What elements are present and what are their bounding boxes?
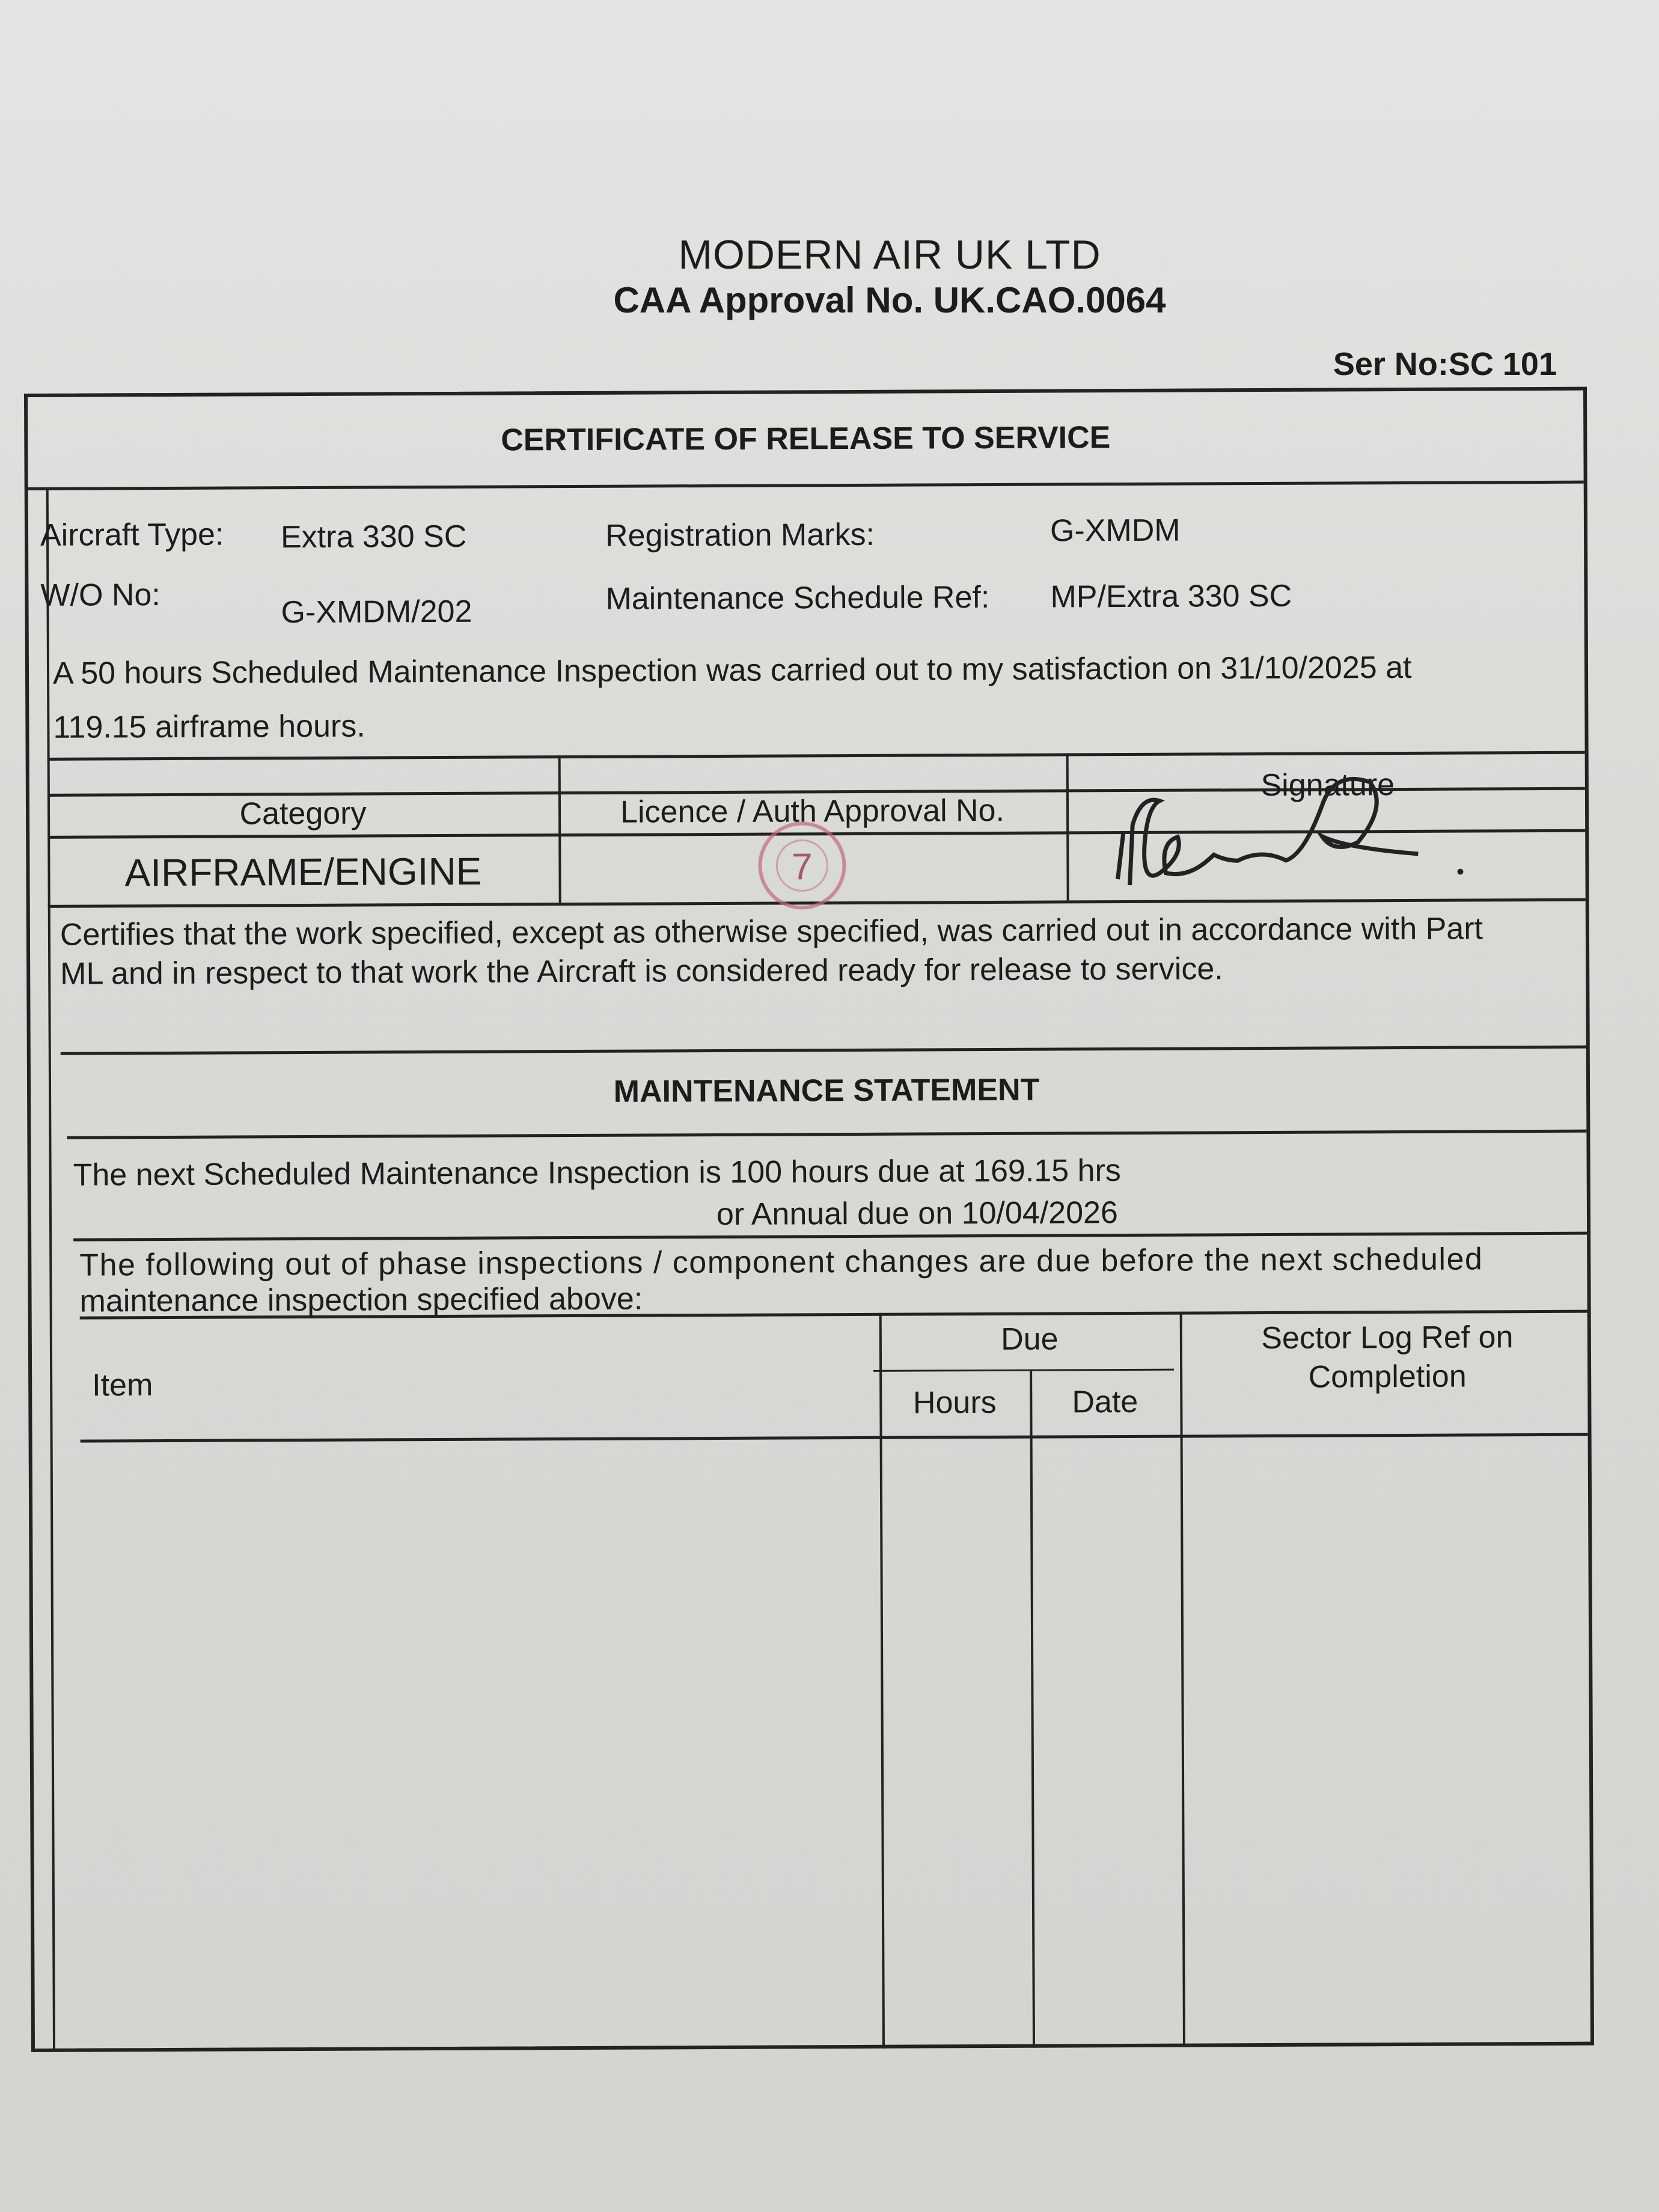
divider (873, 1369, 1174, 1372)
hours-header: Hours (912, 1385, 997, 1421)
company-name: MODERN AIR UK LTD (678, 232, 1101, 278)
registration-value: G-XMDM (1049, 513, 1181, 549)
aircraft-type-value: Extra 330 SC (280, 519, 467, 555)
schedule-label: Maintenance Schedule Ref: (605, 579, 990, 617)
signature (1105, 769, 1479, 903)
out-of-phase-text-cont: maintenance inspection specified above: (79, 1281, 643, 1319)
item-header: Item (92, 1368, 153, 1403)
sector-log-header-cont: Completion (1308, 1359, 1467, 1395)
next-inspection: The next Scheduled Maintenance Inspection is 100 hours due at 169.15 hrs (73, 1153, 1121, 1193)
divider (1180, 1312, 1185, 2047)
certifies-text-cont: ML and in respect to that work the Aircraft is considered ready for release to service. (60, 951, 1223, 992)
divider (81, 1433, 1588, 1443)
schedule-value: MP/Extra 330 SC (1050, 578, 1292, 615)
certifies-text: Certifies that the work specified, except as otherwise specified, was carried out in accordance with Part (60, 911, 1483, 952)
wo-value: G-XMDM/202 (281, 594, 472, 630)
due-header: Due (1001, 1321, 1059, 1357)
date-header: Date (1072, 1384, 1138, 1420)
inspection-statement-cont: 119.15 airframe hours. (53, 708, 365, 745)
registration-label: Registration Marks: (605, 517, 875, 553)
divider (67, 1130, 1586, 1139)
certificate-title: CERTIFICATE OF RELEASE TO SERVICE (501, 420, 1111, 458)
category-header: Category (239, 796, 367, 832)
stamp-number: 7 (792, 846, 813, 888)
divider (28, 481, 1584, 490)
caa-approval: CAA Approval No. UK.CAO.0064 (613, 280, 1166, 320)
divider (73, 1232, 1587, 1242)
out-of-phase-text: The following out of phase inspections / component changes are due before the next scheduled (79, 1242, 1483, 1283)
maintenance-title: MAINTENANCE STATEMENT (613, 1072, 1040, 1109)
licence-header: Licence / Auth Approval No. (620, 793, 1005, 830)
certificate-form (24, 387, 1594, 2052)
divider (1030, 1370, 1035, 2048)
wo-label: W/O No: (40, 577, 160, 613)
divider (61, 1046, 1586, 1055)
aircraft-type-label: Aircraft Type: (40, 517, 224, 553)
divider (879, 1313, 885, 2049)
approval-stamp (751, 814, 854, 917)
sector-log-header: Sector Log Ref on (1261, 1320, 1514, 1356)
category-value: AIRFRAME/ENGINE (124, 849, 482, 895)
serial-number: Ser No:SC 101 (1333, 346, 1557, 382)
divider (47, 751, 1585, 761)
signature-header: Signature (1260, 767, 1395, 803)
inspection-statement: A 50 hours Scheduled Maintenance Inspection was carried out to my satisfaction on 31/10/2025 at (52, 650, 1412, 691)
annual-due: or Annual due on 10/04/2026 (716, 1195, 1119, 1232)
